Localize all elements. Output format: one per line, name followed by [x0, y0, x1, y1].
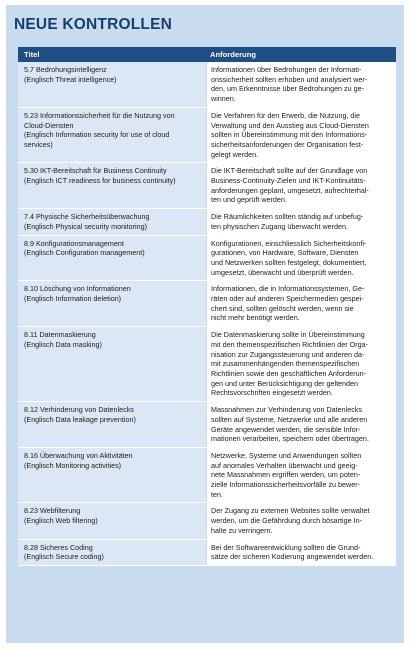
- control-title-line: 5.30 IKT-Bereitschaft für Business Continuity: [24, 166, 167, 176]
- requirement-line: Massnahmen zur Verhinderung von Datenlecks: [211, 405, 363, 415]
- table-header: [18, 47, 396, 62]
- requirement-cell: [206, 402, 396, 447]
- controls-table: [18, 47, 396, 566]
- control-title-line: (Englisch Information security for use of cloud: [24, 130, 170, 140]
- requirement-line: mationen verarbeiten, speichern oder übertragen.: [211, 434, 369, 444]
- control-title-cell: [18, 163, 206, 208]
- requirement-cell: [206, 281, 396, 326]
- control-title-cell: [18, 108, 206, 163]
- requirement-line: onssicherheit sollten erhoben und analysiert wer-: [211, 74, 368, 84]
- requirement-line: ten und geprüft werden.: [211, 195, 287, 205]
- table-row: [18, 402, 396, 448]
- requirement-line: Die Verfahren für den Erwerb, die Nutzung, die: [211, 110, 361, 120]
- requirement-line: umgesetzt, überwacht und überprüft werden.: [211, 267, 354, 277]
- header-title: Titel: [24, 49, 40, 59]
- control-title-line: 8.9 Konfigurationsmanagement: [24, 238, 124, 248]
- requirement-line: halte zu verringern.: [211, 525, 273, 535]
- requirement-cell: [206, 503, 396, 538]
- table-row: [18, 163, 396, 209]
- control-title-line: 5.23 Informationssicherheit für die Nutzung von: [24, 110, 175, 120]
- requirement-cell: [206, 209, 396, 234]
- header-requirement: Anforderung: [210, 49, 256, 59]
- control-title-line: (Englisch Web filtering): [24, 516, 98, 526]
- control-title-line: 8.23 Webfilterung: [24, 506, 81, 516]
- control-title-line: (Englisch ICT readiness for business continuity): [24, 176, 176, 186]
- requirement-line: gurationen, von Hardware, Software, Diensten: [211, 248, 359, 258]
- control-title-cell: [18, 448, 206, 503]
- requirement-line: Verwaltung und den Ausstieg aus Cloud-Diensten: [211, 120, 369, 130]
- control-title-line: (Englisch Information deletion): [24, 294, 122, 304]
- requirement-line: Die IKT-Bereitschaft sollte auf der Grundlage von: [211, 166, 368, 176]
- control-title-line: Cloud-Diensten: [24, 120, 74, 130]
- requirement-line: nicht mehr benötigt werden.: [211, 313, 300, 323]
- table-row: [18, 503, 396, 539]
- requirement-line: Business-Continuity-Zielen und IKT-Kontinuitäts-: [211, 176, 366, 186]
- requirement-line: chert sind, sollten gelöscht werden, wenn sie: [211, 303, 354, 313]
- table-row: [18, 281, 396, 327]
- requirement-line: Netzwerke, Systeme und Anwendungen sollten: [211, 450, 362, 460]
- control-title-line: (Englisch Data leakage prevention): [24, 414, 136, 424]
- control-title-cell: [18, 209, 206, 234]
- requirement-line: anforderungen geplant, umgesetzt, aufrechterhal-: [211, 185, 369, 195]
- requirement-cell: [206, 540, 396, 565]
- requirement-cell: [206, 163, 396, 208]
- control-title-cell: [18, 281, 206, 326]
- control-title-line: 7.4 Physische Sicherheitsüberwachung: [24, 212, 150, 222]
- control-title-line: (Englisch Monitoring activities): [24, 460, 122, 470]
- control-title-line: (Englisch Secure coding): [24, 552, 104, 562]
- requirement-line: Geräte angewendet werden, die sensible Infor-: [211, 424, 361, 434]
- requirement-line: gelegt werden.: [211, 149, 259, 159]
- control-title-line: services): [24, 139, 53, 149]
- requirement-line: sollten auf Systeme, Netzwerke und alle anderen: [211, 414, 368, 424]
- control-title-cell: [18, 540, 206, 565]
- control-title-line: (Englisch Physical security monitoring): [24, 221, 148, 231]
- requirement-cell: [206, 62, 396, 107]
- requirement-line: Informationen über Bedrohungen der Informati-: [211, 65, 362, 74]
- requirement-cell: [206, 108, 396, 163]
- requirement-line: und Netzwerken sollten festgelegt, dokumentiert,: [211, 257, 367, 267]
- requirement-line: werden, um die Gefährdung durch bösartige In-: [211, 516, 363, 526]
- requirement-line: Die Räumlichkeiten sollten ständig auf unbefug-: [211, 212, 364, 222]
- requirement-line: Die Datenmaskierung sollte in Übereinstimmung: [211, 330, 365, 340]
- control-title-cell: [18, 62, 206, 107]
- requirement-line: Der Zugang zu externen Websites sollte verwaltet: [211, 506, 370, 516]
- requirement-line: nete Massnahmen ergriffen werden, um poten-: [211, 470, 361, 480]
- requirement-line: räten oder auf anderen Speichermedien gespei-: [211, 294, 364, 304]
- requirement-cell: [206, 448, 396, 503]
- requirement-line: winnen.: [211, 94, 236, 104]
- control-title-line: 8.12 Verhinderung von Datenlecks: [24, 405, 134, 415]
- table-row: [18, 108, 396, 164]
- control-title-line: 8.11 Datenmaskierung: [24, 330, 96, 340]
- requirement-line: nisation zur Zugangssteuerung und anderen da-: [211, 349, 365, 359]
- table-body: [18, 62, 396, 566]
- control-title-line: 8.16 Überwachung von Aktivitäten: [24, 450, 133, 460]
- table-row: [18, 209, 396, 235]
- control-title-line: (Englisch Data masking): [24, 339, 102, 349]
- control-title-cell: [18, 402, 206, 447]
- control-title-line: (Englisch Configuration management): [24, 248, 145, 258]
- requirement-line: gen und unter Berücksichtigung der geltenden: [211, 378, 359, 388]
- requirement-line: Bei der Softwareentwicklung sollten die Grund-: [211, 542, 361, 552]
- box-title: NEUE KONTROLLEN: [14, 16, 172, 33]
- requirement-line: sollten in Übereinstimmung mit den Informations-: [211, 130, 368, 140]
- requirement-line: sicherheitsanforderungen der Organisation fest-: [211, 139, 364, 149]
- requirement-line: zielle Informationssicherheitsvorfälle zu bewer-: [211, 480, 361, 490]
- info-box: [6, 5, 404, 643]
- table-row: [18, 540, 396, 566]
- control-title-line: 8.28 Sicheres Coding: [24, 542, 93, 552]
- table-row: [18, 62, 396, 108]
- requirement-line: sätze der sicheren Kodierung angewendet werden.: [211, 552, 374, 562]
- control-title-cell: [18, 327, 206, 401]
- table-row: [18, 448, 396, 504]
- requirement-line: den, um Erkenntnisse über Bedrohungen zu ge-: [211, 84, 365, 94]
- requirement-line: mit zusammenhängenden themenspezifischen: [211, 359, 360, 369]
- control-title-line: (Englisch Threat intelligence): [24, 74, 117, 84]
- requirement-line: mit den themenspezifischen Richtlinien der Orga-: [211, 339, 369, 349]
- control-title-cell: [18, 236, 206, 281]
- requirement-line: auf anomales Verhalten überwacht und geeig-: [211, 460, 358, 470]
- control-title-cell: [18, 503, 206, 538]
- requirement-cell: [206, 236, 396, 281]
- requirement-line: Rechtsvorschriften eingesetzt werden.: [211, 388, 333, 398]
- requirement-line: Informationen, die in Informationssystemen, Ge-: [211, 284, 365, 294]
- control-title-line: 5.7 Bedrohungsintelligenz: [24, 65, 107, 74]
- requirement-line: ten.: [211, 489, 223, 499]
- requirement-line: Richtlinien sowie den geschäftlichen Anforderun-: [211, 368, 367, 378]
- control-title-line: 8.10 Löschung von Informationen: [24, 284, 131, 294]
- requirement-line: Konfigurationen, einschliesslich Sicherheitskonfi-: [211, 238, 367, 248]
- table-row: [18, 236, 396, 282]
- requirement-cell: [206, 327, 396, 401]
- table-row: [18, 327, 396, 402]
- requirement-line: ten physischen Zugang überwacht werden.: [211, 221, 349, 231]
